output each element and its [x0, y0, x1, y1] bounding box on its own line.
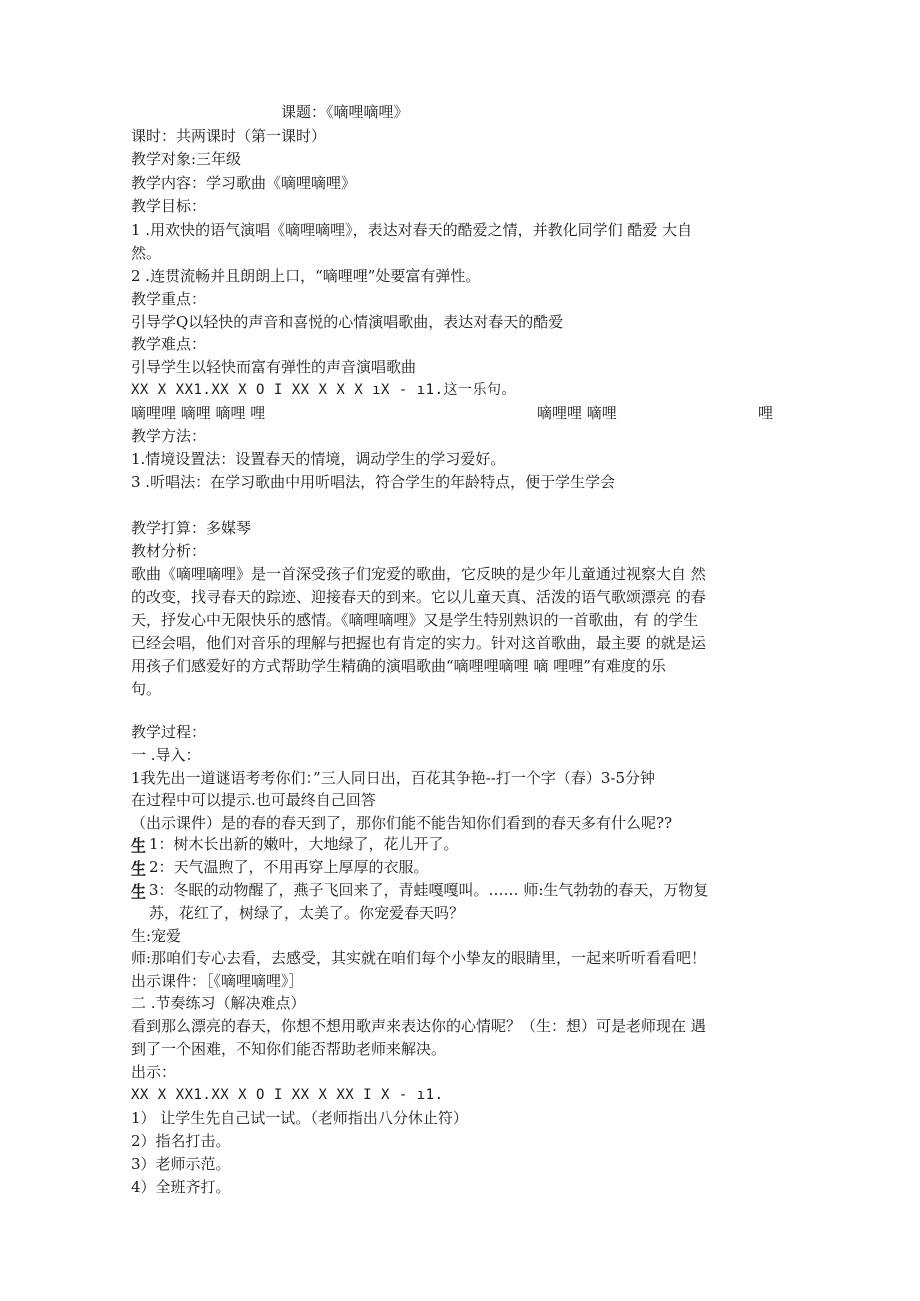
goal-2: 2 .连贯流畅并且朗朗上口，“嘀哩哩”处要富有弹性。	[131, 267, 481, 285]
rhythm-line-1: XX X XX1.XX X O I XX X X X ıX - ı1.这一乐句。	[131, 382, 517, 398]
lyrics-line-1c: 哩	[758, 404, 774, 422]
student-reply: 生:宠爱	[131, 927, 182, 945]
hint-line: 在过程中可以提示.也可最终自己回答	[131, 791, 376, 809]
step-3: 3）老师示范。	[131, 1155, 231, 1173]
goal-1: 1 .用欢快的语气演唱《嘀哩嘀哩》，表达对春天的酷爱之情，并教化同学们 酷爱 大自	[131, 221, 693, 239]
process-heading: 教学过程：	[131, 723, 207, 741]
courseware-question: （出示课件）是的春的春天到了，那你们能不能告知你们看到的春天多有什么呢??	[131, 814, 673, 832]
student-mark: 生	[131, 836, 147, 856]
teaching-prep: 教学打算：多媒琴	[131, 519, 252, 537]
lyrics-line-1b: 嘀哩哩 嘀哩	[537, 404, 617, 422]
teaching-audience: 教学对象:三年级	[131, 150, 242, 168]
student-answer-1: 1：树木长出新的嫩叶，大地绿了，花儿开了。	[149, 835, 459, 853]
section-2-heading: 二 .节奏练习（解决难点）	[131, 994, 306, 1012]
method-heading: 教学方法：	[131, 427, 207, 445]
goals-heading: 教学目标：	[131, 197, 207, 215]
class-hours: 课时：共两课时（第一课时）	[131, 127, 327, 145]
section-1-heading: 一 .导入：	[131, 746, 201, 764]
courseware-line: 出示课件：［《嘀哩嘀哩》］	[131, 972, 304, 990]
goal-1-cont: 然。	[131, 244, 162, 262]
step-1: 1） 让学生先自己试一试。（老师指出八分休止符）	[131, 1109, 468, 1127]
analysis-line: 已经会唱，他们对音乐的理解与把握也有肯定的实力。针对这首歌曲，最主要 的就是运	[131, 634, 706, 652]
step-2: 2）指名打击。	[131, 1132, 231, 1150]
student-mark: 生	[131, 859, 147, 879]
key-points-heading: 教学重点：	[131, 290, 207, 308]
show-label: 出示：	[131, 1063, 177, 1081]
rhythm-line-2: XX X XX1.XX X O I XX X XX I X - ı1.	[131, 1087, 444, 1103]
analysis-line: 句。	[131, 680, 162, 698]
difficulty-text: 引导学生以轻快而富有弹性的声音演唱歌曲	[131, 358, 417, 376]
analysis-line: 歌曲《嘀哩嘀哩》是一首深受孩子们宠爱的歌曲，它反映的是少年儿童通过视察大自 然	[131, 565, 706, 583]
section-2-text-cont: 到了一个困难，不知你们能否帮助老师来解决。	[131, 1040, 447, 1058]
analysis-line: 的改变，找寻春天的踪迹、迎接春天的到来。它以儿童天真、活泼的语气歌颂漂亮 的春	[131, 588, 706, 606]
method-1: 1.情境设置法：设置春天的情境，调动学生的学习爱好。	[131, 450, 506, 468]
step-4: 4）全班齐打。	[131, 1178, 231, 1196]
analysis-line: 用孩子们感爱好的方式帮助学生精确的演唱歌曲“嘀哩哩嘀哩 嘀 哩哩”有难度的乐	[131, 657, 666, 675]
key-points-text: 引导学Q以轻快的声音和喜悦的心情演唱歌曲，表达对春天的酷爱	[131, 313, 564, 331]
analysis-heading: 教材分析：	[131, 542, 207, 560]
analysis-line: 天，抒发心中无限快乐的感情。《嘀哩嘀哩》又是学生特别熟识的一首歌曲，有 的学生	[131, 611, 699, 629]
riddle-line: 1我先出一道谜语考考你们：”三人同日出，百花其争艳--打一个字（春）3-5分钟	[131, 769, 656, 787]
student-answer-3-cont: 苏，花红了，树绿了，太美了。你宠爱春天吗？	[149, 904, 465, 922]
method-2: 3 .听唱法：在学习歌曲中用听唱法，符合学生的年龄特点，便于学生学会	[131, 473, 616, 491]
teacher-line: 师:那咱们专心去看，去感受，其实就在咱们每个小挚友的眼睛里，一起来听听看看吧！	[131, 949, 707, 967]
lyrics-line-1a: 嘀哩哩 嘀哩 嘀哩 哩	[131, 404, 266, 422]
teaching-content: 教学内容：学习歌曲《嘀哩嘀哩》	[131, 174, 357, 192]
student-answer-3: 3：冬眠的动物醒了，燕子飞回来了，青蛙嘎嘎叫。…… 师:生气勃勃的春天，万物复	[149, 881, 709, 899]
student-mark: 生	[131, 882, 147, 902]
student-answer-2: 2：天气温煦了，不用再穿上厚厚的衣服。	[149, 858, 429, 876]
section-2-text: 看到那么漂亮的春天，你想不想用歌声来表达你的心情呢？（生：想）可是老师现在 遇	[131, 1017, 706, 1035]
difficulty-heading: 教学难点：	[131, 335, 207, 353]
page-title: 课题：《嘀哩嘀哩》	[281, 103, 409, 121]
